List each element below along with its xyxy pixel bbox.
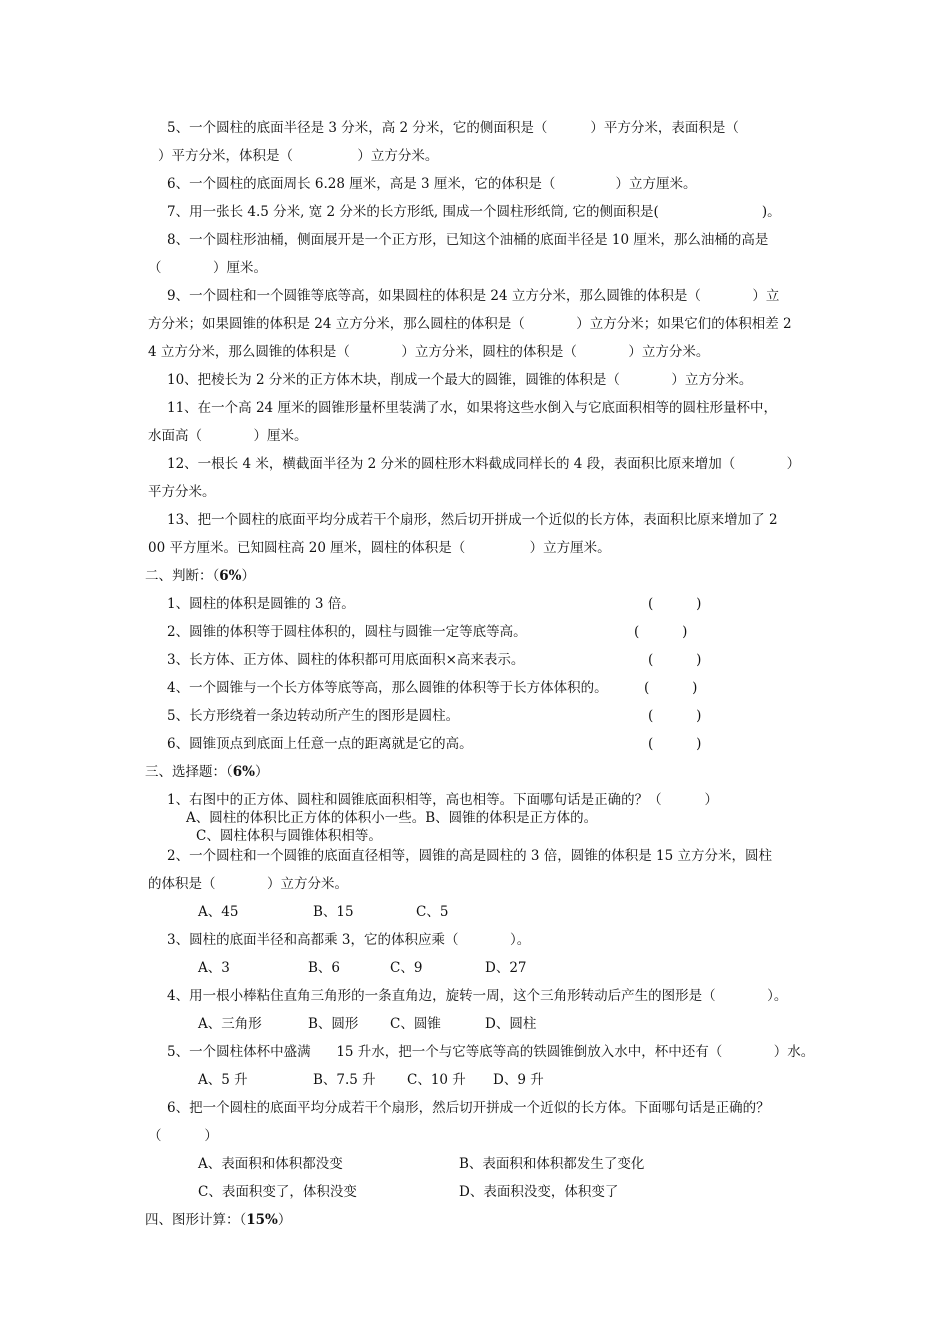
mc-q1-options-ab: A、圆柱的体积比正方体的体积小一些。B、圆锥的体积是正方体的。 xyxy=(186,810,598,826)
section3-heading xyxy=(145,763,268,781)
mc-q4-option-a[interactable]: A、三角形 xyxy=(198,1016,262,1032)
mc-q3-option-d[interactable]: D、27 xyxy=(485,960,527,976)
judge-item-4: 4、一个圆锥与一个长方体等底等高，那么圆锥的体积等于长方体体积的。 xyxy=(167,680,608,696)
q9-line1: 9、一个圆柱和一个圆锥等底等高，如果圆柱的体积是 24 立方分米，那么圆锥的体积是（ ）立 xyxy=(167,288,780,304)
mc-q4-option-b[interactable]: B、圆形 xyxy=(308,1016,359,1032)
section3-score: 6% xyxy=(232,764,255,780)
section3-heading-close: ） xyxy=(254,764,269,780)
mc-q2-option-b[interactable]: B、15 xyxy=(313,904,354,920)
mc-q4-stem: 4、用一根小棒粘住直角三角形的一条直角边，旋转一周，这个三角形转动后产生的图形是（ ）。 xyxy=(167,988,788,1004)
mc-q2-line2: 的体积是（ ）立方分米。 xyxy=(148,876,348,892)
section2-score: 6% xyxy=(219,568,242,584)
mc-q3-option-c[interactable]: C、9 xyxy=(390,960,423,976)
mc-q5-option-b[interactable]: B、7.5 升 xyxy=(313,1072,376,1088)
mc-q5-stem: 5、一个圆柱体杯中盛满 15 升水，把一个与它等底等高的铁圆锥倒放入水中，杯中还有（ ）水。 xyxy=(167,1044,815,1060)
mc-q5-option-d[interactable]: D、9 升 xyxy=(493,1072,544,1088)
q11-line2: 水面高（ ）厘米。 xyxy=(148,428,308,444)
mc-q5-option-a[interactable]: A、5 升 xyxy=(198,1072,248,1088)
q7-text: 7、用一张长 4.5 分米, 宽 2 分米的长方形纸, 围成一个圆柱形纸筒, 它的侧面积是( )。 xyxy=(167,204,781,220)
mc-q4-option-c[interactable]: C、圆锥 xyxy=(390,1016,441,1032)
judge-answer-6[interactable]: ( ) xyxy=(648,736,702,752)
mc-q3-option-b[interactable]: B、6 xyxy=(308,960,341,976)
judge-answer-1[interactable]: ( ) xyxy=(648,596,702,612)
q5-line2: ）平方分米，体积是（ ）立方分米。 xyxy=(158,148,439,164)
mc-q6-option-b[interactable]: B、表面积和体积都发生了变化 xyxy=(459,1156,645,1172)
mc-q3-option-a[interactable]: A、3 xyxy=(198,960,230,976)
q5-line1: 5、一个圆柱的底面半径是 3 分米，高 2 分米，它的侧面积是（ ）平方分米，表面积是（ xyxy=(167,120,739,136)
mc-q6-option-c[interactable]: C、表面积变了，体积没变 xyxy=(198,1184,357,1200)
judge-item-1: 1、圆柱的体积是圆锥的 3 倍。 xyxy=(167,596,355,612)
mc-q6-option-d[interactable]: D、表面积没变，体积变了 xyxy=(459,1184,619,1200)
section4-heading-text: 四、图形计算：（ xyxy=(145,1212,247,1228)
section3-heading-text: 三、选择题：（ xyxy=(145,764,233,780)
q12-line1: 12、一根长 4 米，横截面半径为 2 分米的圆柱形木料截成同样长的 4 段，表面积比原来增加（ ） xyxy=(167,456,801,472)
mc-q6-option-a[interactable]: A、表面积和体积都没变 xyxy=(198,1156,343,1172)
q9-line2: 方分米；如果圆锥的体积是 24 立方分米，那么圆柱的体积是（ ）立方分米；如果它们的体积相差 2 xyxy=(148,316,792,332)
mc-q1-option-c: C、圆柱体积与圆锥体积相等。 xyxy=(196,828,382,844)
section2-heading-close: ） xyxy=(241,568,255,584)
q12-line2: 平方分米。 xyxy=(148,484,216,500)
section4-heading xyxy=(145,1211,291,1229)
q8-line2: （ ）厘米。 xyxy=(148,260,267,276)
mc-q6-line2: （ ） xyxy=(148,1128,218,1144)
mc-q4-option-d[interactable]: D、圆柱 xyxy=(485,1016,537,1032)
judge-answer-3[interactable]: ( ) xyxy=(648,652,702,668)
q13-line1: 13、把一个圆柱的底面平均分成若干个扇形，然后切开拼成一个近似的长方体，表面积比原来增加了 2 xyxy=(167,512,778,528)
q9-line3: 4 立方分米，那么圆锥的体积是（ ）立方分米，圆柱的体积是（ ）立方分米。 xyxy=(148,344,710,360)
mc-q3-stem: 3、圆柱的底面半径和高都乘 3，它的体积应乘（ ）。 xyxy=(167,932,531,948)
judge-answer-4[interactable]: ( ) xyxy=(644,680,698,696)
q8-line1: 8、一个圆柱形油桶，侧面展开是一个正方形，已知这个油桶的底面半径是 10 厘米，那么油桶的高是 xyxy=(167,232,769,248)
judge-answer-5[interactable]: ( ) xyxy=(648,708,702,724)
mc-q2-option-c[interactable]: C、5 xyxy=(416,904,449,920)
section4-score: 15% xyxy=(246,1212,278,1228)
section4-heading-close: ） xyxy=(277,1212,292,1228)
judge-item-6: 6、圆锥顶点到底面上任意一点的距离就是它的高。 xyxy=(167,736,473,752)
mc-q2-line1: 2、一个圆柱和一个圆锥的底面直径相等，圆锥的高是圆柱的 3 倍，圆锥的体积是 15 立方分米，圆柱 xyxy=(167,848,773,864)
judge-item-5: 5、长方形绕着一条边转动所产生的图形是圆柱。 xyxy=(167,708,460,724)
mc-q6-line1: 6、把一个圆柱的底面平均分成若干个扇形，然后切开拼成一个近似的长方体。下面哪句话是正确的？ xyxy=(167,1100,770,1116)
judge-item-3: 3、长方体、正方体、圆柱的体积都可用底面积×高来表示。 xyxy=(167,652,525,668)
q10-text: 10、把棱长为 2 分米的正方体木块，削成一个最大的圆锥，圆锥的体积是（ ）立方分米。 xyxy=(167,372,753,388)
judge-item-2: 2、圆锥的体积等于圆柱体积的，圆柱与圆锥一定等底等高。 xyxy=(167,624,527,640)
q11-line1: 11、在一个高 24 厘米的圆锥形量杯里装满了水，如果将这些水倒入与它底面积相等的圆柱形量杯中， xyxy=(167,400,777,416)
mc-q5-option-c[interactable]: C、10 升 xyxy=(407,1072,466,1088)
judge-answer-2[interactable]: ( ) xyxy=(634,624,688,640)
mc-q2-option-a[interactable]: A、45 xyxy=(198,904,239,920)
section2-heading xyxy=(145,567,255,585)
mc-q1-stem: 1、右图中的正方体、圆柱和圆锥底面积相等，高也相等。下面哪句话是正确的？（ ） xyxy=(167,792,719,808)
q13-line2: 00 平方厘米。已知圆柱高 20 厘米，圆柱的体积是（ ）立方厘米。 xyxy=(148,540,611,556)
q6-text: 6、一个圆柱的底面周长 6.28 厘米，高是 3 厘米，它的体积是（ ）立方厘米。 xyxy=(167,176,697,192)
section2-heading-text: 二、判断：（ xyxy=(145,568,220,584)
